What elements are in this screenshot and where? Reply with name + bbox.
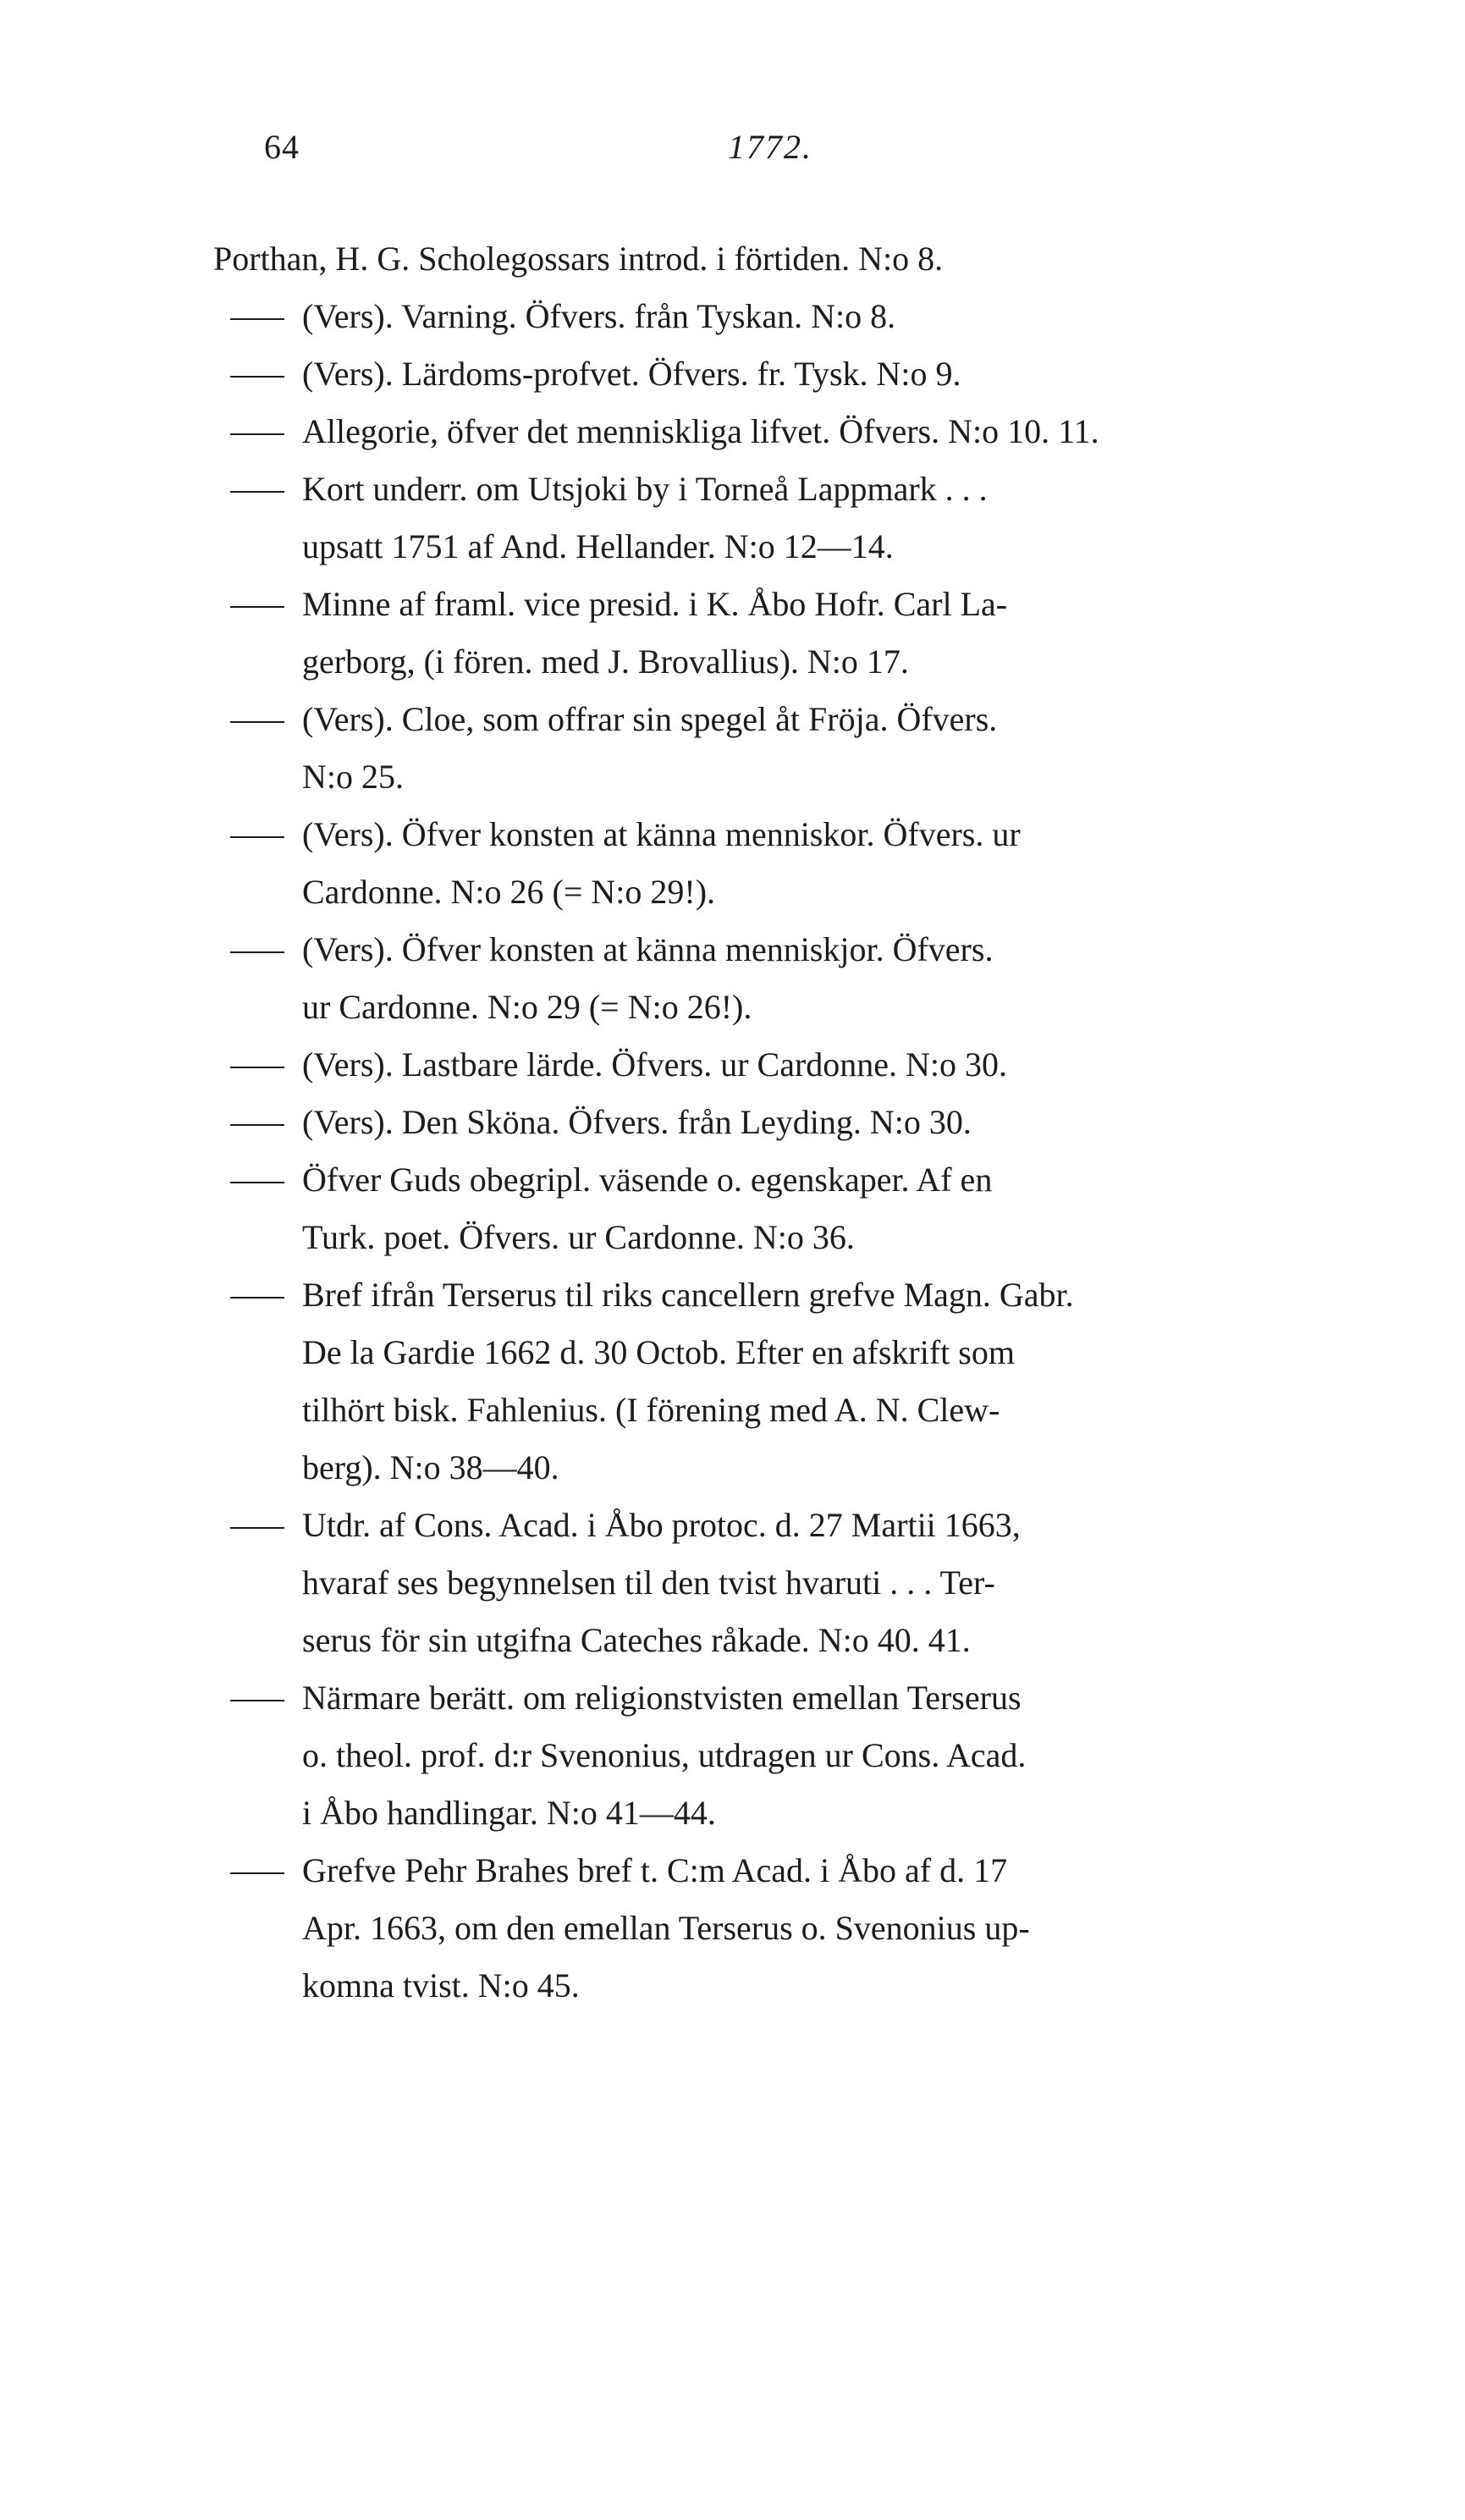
ditto-dash — [230, 606, 284, 608]
entry-line: upsatt 1751 af And. Hellander. N:o 12—14. — [302, 527, 894, 565]
entry-line: (Vers). Öfver konsten at känna menniskor. Öfvers. ur — [302, 815, 1021, 853]
entry-line: Porthan, H. G. Scholegossars introd. i förtiden. N:o 8. — [213, 240, 944, 278]
ditto-dash — [230, 491, 284, 493]
entry-line: berg). N:o 38—40. — [302, 1448, 559, 1486]
bibliography-entry — [213, 345, 1381, 403]
entry-line: (Vers). Öfver konsten at känna menniskjor. Öfvers. — [302, 930, 994, 968]
ditto-dash — [230, 433, 284, 435]
entry-line: tilhört bisk. Fahlenius. (I förening med A. N. Clew- — [302, 1391, 1000, 1429]
entry-line: (Vers). Lärdoms-profvet. Öfvers. fr. Tysk. N:o 9. — [302, 355, 961, 393]
bibliography-entries — [213, 230, 1381, 2015]
ditto-dash — [230, 376, 284, 378]
entry-line: o. theol. prof. d:r Svenonius, utdragen ur Cons. Acad. — [302, 1736, 1027, 1774]
bibliography-entry — [213, 576, 1381, 691]
entry-line: Grefve Pehr Brahes bref t. C:m Acad. i Åbo af d. 17 — [302, 1851, 1008, 1889]
entry-line: i Åbo handlingar. N:o 41—44. — [302, 1794, 716, 1832]
ditto-dash — [230, 1124, 284, 1126]
entry-line: gerborg, (i fören. med J. Brovallius). N:o 17. — [302, 642, 909, 681]
ditto-dash — [230, 1700, 284, 1701]
entry-line: N:o 25. — [302, 758, 404, 796]
bibliography-entry — [213, 1036, 1381, 1094]
bibliography-entry — [213, 460, 1381, 576]
entry-line: (Vers). Cloe, som offrar sin spegel åt Fröja. Öfvers. — [302, 700, 998, 738]
ditto-dash — [230, 951, 284, 953]
bibliography-entry — [213, 1669, 1381, 1842]
entry-line: (Vers). Lastbare lärde. Öfvers. ur Cardonne. N:o 30. — [302, 1045, 1008, 1084]
bibliography-entry — [213, 288, 1381, 345]
entry-line: Allegorie, öfver det menniskliga lifvet. Öfvers. N:o 10. 11. — [302, 412, 1099, 450]
ditto-dash — [230, 721, 284, 723]
entry-line: Kort underr. om Utsjoki by i Torneå Lappmark . . . — [302, 470, 988, 508]
entry-line: Minne af framl. vice presid. i K. Åbo Hofr. Carl La- — [302, 585, 1008, 623]
ditto-dash — [230, 1297, 284, 1299]
bibliography-entry — [213, 806, 1381, 921]
entry-line: Öfver Guds obegripl. väsende o. egenskaper. Af en — [302, 1161, 993, 1199]
bibliography-entry — [213, 1151, 1381, 1266]
entry-line: Turk. poet. Öfvers. ur Cardonne. N:o 36. — [302, 1218, 855, 1256]
entry-line: De la Gardie 1662 d. 30 Octob. Efter en afskrift som — [302, 1333, 1015, 1371]
bibliography-entry — [213, 1497, 1381, 1669]
page-header — [0, 127, 1465, 178]
bibliography-entry — [213, 1094, 1381, 1151]
entry-line: serus för sin utgifna Cateches råkade. N:o 40. 41. — [302, 1621, 971, 1659]
entry-line: Utdr. af Cons. Acad. i Åbo protoc. d. 27 Martii 1663, — [302, 1506, 1021, 1544]
ditto-dash — [230, 1067, 284, 1068]
ditto-dash — [230, 1527, 284, 1529]
entry-line: hvaraf ses begynnelsen til den tvist hvaruti . . . Ter- — [302, 1563, 995, 1602]
ditto-dash — [230, 1182, 284, 1183]
entry-line: Bref ifrån Terserus til riks cancellern grefve Magn. Gabr. — [302, 1276, 1074, 1314]
ditto-dash — [230, 318, 284, 320]
entry-line: (Vers). Den Sköna. Öfvers. från Leyding. N:o 30. — [302, 1103, 972, 1141]
bibliography-entry — [213, 691, 1381, 806]
entry-line: Apr. 1663, om den emellan Terserus o. Svenonius up- — [302, 1909, 1030, 1947]
entry-line: Närmare berätt. om religionstvisten emellan Terserus — [302, 1679, 1022, 1717]
bibliography-entry — [213, 921, 1381, 1036]
bibliography-entry — [213, 1266, 1381, 1497]
entry-line: (Vers). Varning. Öfvers. från Tyskan. N:o 8. — [302, 297, 896, 335]
page-number: 64 — [264, 128, 300, 166]
entry-line: Cardonne. N:o 26 (= N:o 29!). — [302, 873, 716, 911]
ditto-dash — [230, 1872, 284, 1874]
entry-line: ur Cardonne. N:o 29 (= N:o 26!). — [302, 988, 752, 1026]
entry-line: komna tvist. N:o 45. — [302, 1966, 580, 2004]
bibliography-entry — [213, 1842, 1381, 2015]
ditto-dash — [230, 836, 284, 838]
bibliography-entry — [213, 403, 1381, 460]
bibliography-entry — [213, 230, 1381, 288]
year-heading: 1772. — [728, 128, 812, 166]
